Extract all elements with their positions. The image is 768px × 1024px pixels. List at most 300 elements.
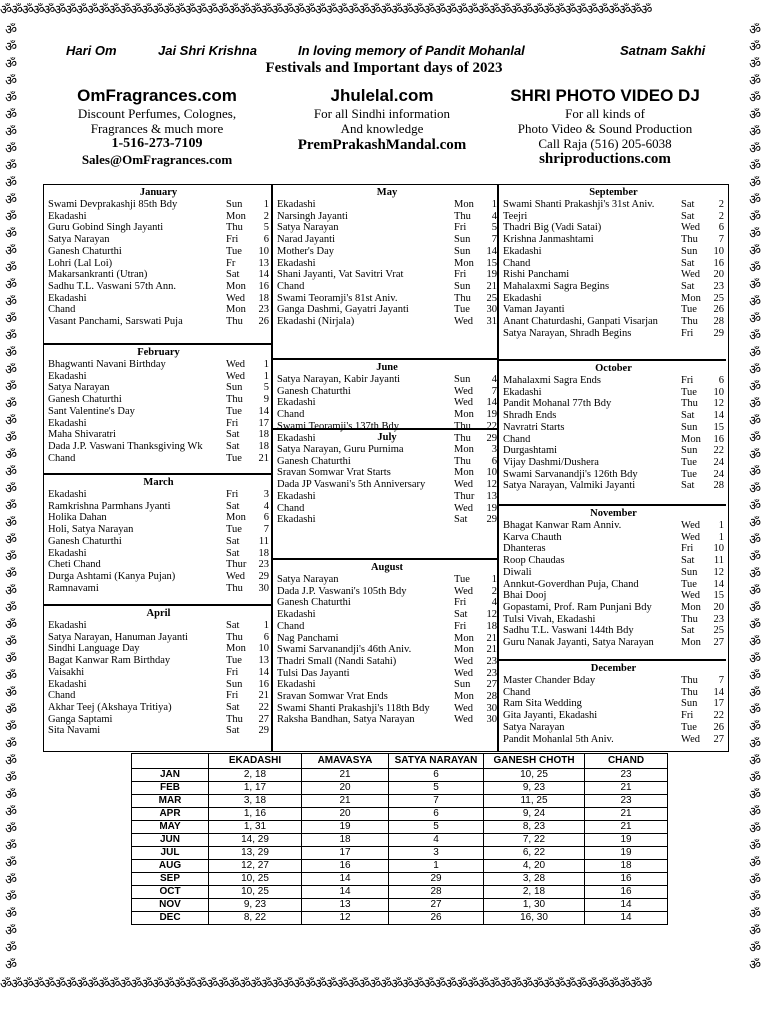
event-name: Mother's Day — [277, 245, 335, 257]
event-day: Fri — [681, 327, 694, 339]
event-day: Sat — [226, 620, 240, 631]
table-cell: 26 — [389, 912, 484, 925]
event-date: 27 — [713, 733, 724, 745]
event-date: 7 — [491, 385, 497, 397]
event-date: 16 — [713, 433, 724, 445]
event-day: Sun — [454, 234, 471, 246]
event-date: 23 — [486, 667, 497, 679]
event-date: 16 — [713, 257, 724, 269]
event-row — [277, 246, 497, 258]
event-name: Ekadashi — [277, 514, 316, 526]
event-row — [503, 614, 724, 626]
event-day: Mon — [454, 199, 474, 210]
event-row — [48, 690, 269, 702]
event-name: Chand — [503, 433, 531, 445]
event-date: 27 — [713, 637, 724, 649]
event-day: Sun — [681, 421, 698, 433]
event-date: 10 — [486, 467, 497, 479]
event-row — [503, 590, 724, 602]
event-day: Wed — [681, 520, 700, 531]
event-row — [277, 386, 497, 398]
event-day: Sat — [454, 609, 468, 621]
table-cell: 16 — [585, 873, 668, 886]
event-name: Ganesh Chaturthi — [48, 535, 122, 547]
event-day: Sat — [226, 500, 240, 512]
month-cell: JUL — [132, 847, 209, 860]
event-day: Sat — [226, 725, 240, 737]
table-row — [132, 886, 668, 899]
event-date: 10 — [713, 386, 724, 398]
event-name: Chand — [503, 257, 531, 269]
event-day: Fri — [454, 597, 467, 609]
table-cell: 10, 25 — [484, 769, 585, 782]
month-february — [44, 345, 271, 475]
event-row — [277, 491, 497, 503]
event-name: Ganesh Chaturthi — [277, 597, 351, 609]
event-row — [503, 445, 724, 457]
event-row — [48, 316, 269, 328]
event-date: 9 — [263, 394, 269, 406]
event-name: Chand — [48, 690, 76, 702]
table-cell: 1, 17 — [209, 782, 302, 795]
table-row — [132, 899, 668, 912]
event-name: Narsingh Jayanti — [277, 210, 348, 222]
event-day: Tue — [454, 304, 470, 316]
table-cell: 14 — [302, 873, 389, 886]
event-date: 6 — [718, 375, 724, 386]
event-row — [277, 258, 497, 270]
event-day: Sun — [226, 678, 243, 690]
event-day: Sun — [681, 445, 698, 457]
event-name: Ekadashi — [277, 679, 316, 691]
table-cell: 2, 18 — [209, 769, 302, 782]
event-day: Sun — [681, 566, 698, 578]
event-name: Sindhi Language Day — [48, 643, 140, 655]
event-date: 2 — [263, 210, 269, 222]
table-cell: 5 — [389, 782, 484, 795]
event-name: Shani Jayanti, Vat Savitri Vrat — [277, 269, 404, 281]
event-day: Mon — [454, 257, 474, 269]
event-row — [48, 725, 269, 737]
month-september — [499, 185, 726, 361]
sponsor-site[interactable]: shriproductions.com — [539, 151, 671, 167]
event-row — [503, 398, 724, 410]
table-cell: 14 — [302, 886, 389, 899]
event-row — [503, 211, 724, 223]
event-day: Sat — [681, 410, 695, 422]
event-name: Bhai Dooj — [503, 590, 547, 602]
event-row — [48, 702, 269, 714]
event-row — [277, 668, 497, 680]
event-date: 23 — [258, 304, 269, 316]
table-row — [132, 782, 668, 795]
table-cell: 21 — [302, 795, 389, 808]
event-row — [503, 532, 724, 544]
event-row — [48, 199, 269, 211]
event-name: Durgashtami — [503, 445, 558, 457]
event-day: Tue — [681, 578, 697, 590]
event-name: Pandit Mohanal 77th Bdy — [503, 398, 612, 410]
table-row — [132, 912, 668, 925]
event-name: Anant Chaturdashi, Ganpati Visarjan — [503, 316, 658, 328]
event-date: 18 — [486, 620, 497, 632]
event-name: Diwali — [503, 566, 532, 578]
event-name: Satya Narayan — [277, 574, 339, 585]
month-march — [44, 475, 271, 606]
month-cell: FEB — [132, 782, 209, 795]
event-row — [48, 406, 269, 418]
event-name: Sita Navami — [48, 725, 101, 737]
event-date: 2 — [491, 585, 497, 597]
event-day: Thu — [681, 686, 698, 698]
event-day: Sat — [454, 514, 468, 526]
event-day: Wed — [454, 502, 473, 514]
event-row — [48, 222, 269, 234]
event-date: 2 — [718, 210, 724, 222]
event-date: 30 — [486, 304, 497, 316]
event-date: 5 — [263, 382, 269, 394]
event-date: 4 — [263, 500, 269, 512]
month-title: April — [146, 608, 171, 619]
event-day: Tue — [681, 386, 697, 398]
event-day: Wed — [454, 479, 473, 491]
event-name: Makarsankranti (Utran) — [48, 269, 148, 281]
sponsor-site[interactable]: PremPrakashMandal.com — [297, 137, 467, 153]
event-name: Mahalaxmi Sagra Ends — [503, 375, 601, 386]
event-day: Tue — [226, 524, 242, 536]
event-date: 27 — [486, 679, 497, 691]
event-day: Thu — [454, 210, 471, 222]
table-row — [132, 847, 668, 860]
event-row — [277, 374, 497, 386]
sponsor-name: SHRI PHOTO VIDEO DJ — [510, 86, 700, 105]
event-row — [503, 625, 724, 637]
event-row — [503, 387, 724, 399]
event-day: Mon — [226, 512, 246, 524]
sponsor-name: OmFragrances.com — [77, 86, 237, 105]
event-date: 28 — [713, 480, 724, 492]
event-date: 17 — [258, 417, 269, 429]
month-title: June — [376, 362, 398, 373]
month-december — [499, 661, 726, 751]
month-cell: JAN — [132, 769, 209, 782]
event-day: Fri — [454, 620, 467, 632]
border-top: ॐॐॐॐॐॐॐॐॐॐॐॐॐॐॐॐॐॐॐॐॐॐॐॐॐॐॐॐॐॐॐॐॐॐॐॐॐॐॐॐॐॐॐॐॐॐॐॐॐॐॐॐॐॐॐॐॐॐॐॐ — [0, 3, 652, 18]
event-row — [48, 501, 269, 513]
sponsor-name[interactable]: Jhulelal.com — [330, 86, 434, 105]
hari-om: Hari Om — [66, 43, 117, 58]
event-name: Vasant Panchami, Sarswati Puja — [48, 316, 183, 328]
table-cell: 11, 25 — [484, 795, 585, 808]
event-day: Fr — [226, 257, 236, 269]
sponsor-line: Photo Video & Sound Production — [517, 121, 693, 136]
event-day: Fri — [454, 269, 467, 281]
month-april — [44, 606, 271, 751]
event-name: Ekadashi — [277, 490, 316, 502]
event-date: 1 — [718, 531, 724, 543]
event-date: 13 — [258, 655, 269, 667]
event-name: Vijay Dashmi/Dushera — [503, 456, 599, 468]
event-row — [277, 444, 497, 456]
event-name: Ganga Saptami — [48, 713, 113, 725]
table-cell: 23 — [585, 795, 668, 808]
event-day: Thu — [226, 222, 243, 234]
event-row — [277, 479, 497, 491]
event-row — [48, 512, 269, 524]
event-row — [503, 687, 724, 699]
month-title: October — [595, 363, 632, 374]
event-row — [503, 480, 724, 492]
event-day: Mon — [226, 304, 246, 316]
event-day: Sun — [454, 679, 471, 691]
event-name: Satya Narayan, Shradh Begins — [503, 327, 632, 339]
event-row — [503, 293, 724, 305]
month-cell: APR — [132, 808, 209, 821]
event-day: Tue — [226, 245, 242, 257]
event-name: Teejri — [503, 210, 528, 222]
event-row — [503, 328, 724, 340]
event-date: 15 — [713, 590, 724, 602]
event-date: 2 — [718, 199, 724, 210]
month-title: August — [370, 562, 404, 573]
event-date: 13 — [486, 490, 497, 502]
event-day: Mon — [226, 210, 246, 222]
table-cell: 16 — [585, 886, 668, 899]
event-name: Master Chander Bday — [503, 675, 596, 686]
event-name: Ekadashi — [48, 620, 87, 631]
event-row — [503, 434, 724, 446]
event-row — [503, 199, 724, 211]
event-day: Sat — [681, 625, 695, 637]
column-header: GANESH CHOTH — [484, 754, 585, 769]
event-day: Fri — [454, 222, 467, 234]
event-name: Thadri Big (Vadi Satai) — [503, 222, 602, 234]
table-cell: 19 — [585, 834, 668, 847]
table-cell: 2, 18 — [484, 886, 585, 899]
table-cell: 19 — [302, 821, 389, 834]
event-day: Thu — [454, 432, 471, 444]
event-name: Satya Narayan — [503, 721, 565, 733]
event-day: Wed — [454, 702, 473, 714]
event-date: 23 — [486, 655, 497, 667]
event-day: Wed — [226, 359, 245, 370]
event-day: Thu — [681, 316, 698, 328]
event-name: Guru Nanak Jayanti, Satya Narayan — [503, 637, 654, 649]
event-name: Ekadashi — [48, 547, 87, 559]
event-name: Dada J.P. Vaswani Thanksgiving Wk — [48, 440, 203, 452]
event-day: Wed — [454, 714, 473, 726]
event-name: Satya Narayan, Kabir Jayanti — [277, 374, 401, 385]
event-day: Fri — [226, 489, 239, 500]
table-cell: 7 — [389, 795, 484, 808]
event-day: Tue — [226, 452, 242, 464]
event-day: Wed — [454, 316, 473, 328]
sponsor-email[interactable]: Sales@OmFragrances.com — [81, 152, 233, 167]
event-date: 5 — [263, 222, 269, 234]
event-name: Satya Narayan — [48, 234, 110, 246]
jai-shri-krishna: Jai Shri Krishna — [158, 43, 257, 58]
event-day: Tue — [681, 721, 697, 733]
event-name: Ganesh Chaturthi — [48, 394, 122, 406]
event-name: Guru Gobind Singh Jayanti — [48, 222, 164, 234]
event-day: Fri — [226, 234, 239, 246]
event-date: 10 — [258, 643, 269, 655]
table-cell: 1 — [389, 860, 484, 873]
event-row — [48, 304, 269, 316]
table-cell: 14 — [585, 912, 668, 925]
table-row — [132, 834, 668, 847]
event-day: Wed — [454, 667, 473, 679]
event-date: 28 — [486, 691, 497, 703]
event-day: Sat — [681, 480, 695, 492]
event-date: 12 — [713, 398, 724, 410]
event-day: Thu — [681, 613, 698, 625]
table-cell: 3, 18 — [209, 795, 302, 808]
event-day: Tue — [226, 405, 242, 417]
event-date: 3 — [491, 444, 497, 455]
event-row — [503, 258, 724, 270]
event-row — [277, 269, 497, 281]
table-cell: 27 — [389, 899, 484, 912]
event-row — [48, 394, 269, 406]
event-row — [503, 316, 724, 328]
event-day: Sat — [681, 210, 695, 222]
event-date: 1 — [263, 199, 269, 210]
event-day: Sat — [681, 280, 695, 292]
table-cell: 18 — [585, 860, 668, 873]
event-day: Wed — [226, 570, 245, 582]
event-row — [503, 222, 724, 234]
event-name: Dada J.P. Vaswani's 105th Bdy — [277, 585, 407, 597]
month-title: March — [143, 477, 174, 488]
page-title: Festivals and Important days of 2023 — [265, 60, 503, 76]
event-row — [277, 293, 497, 305]
event-day: Thur — [226, 559, 247, 571]
table-cell: 16, 30 — [484, 912, 585, 925]
event-row — [277, 609, 497, 621]
event-date: 26 — [713, 721, 724, 733]
event-name: Ekadashi — [48, 678, 87, 690]
event-name: Ram Sita Wedding — [503, 698, 582, 710]
month-title: July — [377, 432, 397, 443]
event-row — [48, 359, 269, 371]
table-cell: 14 — [585, 899, 668, 912]
sponsor-phone: 1-516-273-7109 — [111, 136, 203, 151]
event-name: Shradh Ends — [503, 410, 557, 422]
event-day: Wed — [681, 733, 700, 745]
event-name: Navratri Starts — [503, 421, 565, 433]
event-name: Bagat Kanwar Ram Birthday — [48, 655, 171, 667]
event-name: Holika Dahan — [48, 512, 107, 524]
event-day: Tue — [681, 304, 697, 316]
event-name: Rishi Panchami — [503, 269, 570, 281]
table-cell: 20 — [302, 782, 389, 795]
event-date: 6 — [263, 631, 269, 643]
event-name: Swami Shanti Prakashji's 31st Aniv. — [503, 199, 655, 210]
event-date: 21 — [486, 644, 497, 656]
event-date: 4 — [491, 597, 497, 609]
event-day: Thu — [226, 582, 243, 594]
event-name: Maha Shivaratri — [48, 429, 116, 441]
table-cell: 9, 23 — [484, 782, 585, 795]
event-row — [503, 281, 724, 293]
event-row — [277, 703, 497, 715]
table-cell: 20 — [302, 808, 389, 821]
event-row — [48, 571, 269, 583]
month-january — [44, 185, 271, 345]
event-name: Satya Narayan — [48, 382, 110, 394]
event-name: Ganga Dashmi, Gayatri Jayanti — [277, 304, 409, 316]
event-date: 1 — [263, 359, 269, 370]
column-header: EKADASHI — [209, 754, 302, 769]
table-cell: 1, 30 — [484, 899, 585, 912]
event-name: Swami Sarvanandji's 46th Aniv. — [277, 644, 412, 656]
event-date: 23 — [713, 280, 724, 292]
event-date: 22 — [486, 420, 497, 432]
event-name: Dada JP Vaswani's 5th Anniversary — [277, 479, 426, 491]
table-row — [132, 769, 668, 782]
event-date: 14 — [713, 410, 724, 422]
event-date: 29 — [258, 570, 269, 582]
event-date: 15 — [713, 421, 724, 433]
event-row — [503, 375, 724, 387]
table-cell: 21 — [585, 821, 668, 834]
event-name: Swami Devprakashji 85th Bdy — [48, 199, 178, 210]
event-date: 6 — [718, 222, 724, 234]
event-row — [503, 602, 724, 614]
event-row — [48, 548, 269, 560]
sponsor-line: Discount Perfumes, Colognes, — [77, 106, 237, 121]
event-name: Vaman Jayanti — [503, 304, 565, 316]
table-cell: 19 — [585, 847, 668, 860]
event-date: 16 — [258, 280, 269, 292]
event-date: 21 — [486, 280, 497, 292]
event-name: Satya Narayan, Guru Purnima — [277, 444, 404, 455]
event-row — [277, 691, 497, 703]
event-day: Fri — [681, 543, 694, 555]
event-name: Mahalaxmi Sagra Begins — [503, 280, 610, 292]
event-row — [503, 457, 724, 469]
event-row — [48, 418, 269, 430]
event-row — [48, 429, 269, 441]
event-day: Wed — [681, 590, 700, 602]
event-row — [277, 281, 497, 293]
event-row — [277, 679, 497, 691]
event-date: 23 — [713, 613, 724, 625]
event-name: Sadhu T.L. Vaswani 57th Ann. — [48, 280, 177, 292]
event-row — [277, 316, 497, 328]
event-row — [503, 734, 724, 746]
event-name: Ekadashi — [277, 397, 316, 409]
event-row — [503, 246, 724, 258]
event-day: Thu — [226, 631, 243, 643]
event-day: Wed — [681, 269, 700, 281]
event-date: 3 — [263, 489, 269, 500]
event-row — [503, 637, 724, 649]
month-august — [273, 560, 499, 751]
event-day: Sat — [226, 440, 240, 452]
event-date: 14 — [713, 686, 724, 698]
event-date: 25 — [713, 625, 724, 637]
calendar-column — [497, 185, 726, 751]
event-name: Nag Panchami — [277, 632, 339, 644]
event-row — [48, 441, 269, 453]
event-name: Ganesh Chaturthi — [277, 455, 351, 467]
event-name: Ramnavami — [48, 582, 99, 594]
table-cell: 17 — [302, 847, 389, 860]
event-row — [48, 536, 269, 548]
table-cell: 9, 23 — [209, 899, 302, 912]
